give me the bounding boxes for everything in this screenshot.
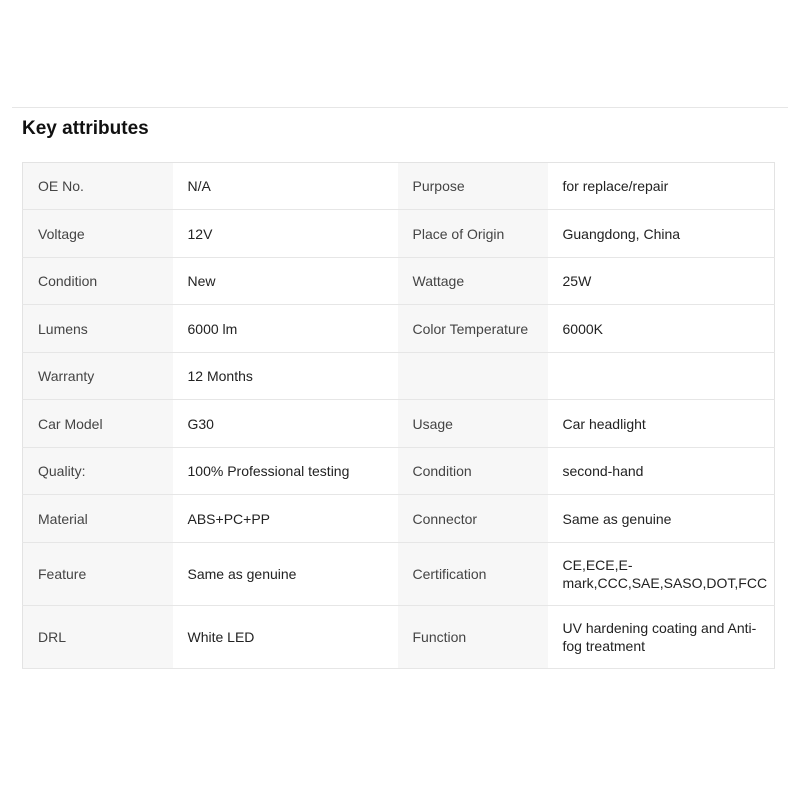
attribute-value: 100% Professional testing (173, 448, 398, 495)
attribute-name: Function (398, 606, 548, 669)
attribute-name: Condition (23, 258, 173, 305)
attribute-name: Certification (398, 543, 548, 606)
table-row (23, 448, 775, 495)
attribute-value: ABS+PC+PP (173, 495, 398, 543)
attribute-name: Wattage (398, 258, 548, 305)
attribute-value: New (173, 258, 398, 305)
table-row (23, 353, 775, 400)
attribute-value: 12 Months (173, 353, 398, 400)
table-row (23, 163, 775, 210)
attribute-name: Place of Origin (398, 210, 548, 258)
attribute-name: Usage (398, 400, 548, 448)
attribute-value: for replace/repair (548, 163, 775, 210)
table-row (23, 606, 775, 669)
attribute-value: 6000K (548, 305, 775, 353)
attribute-name: Feature (23, 543, 173, 606)
attribute-value: UV hardening coating and Anti-fog treatment (548, 606, 775, 669)
attribute-name: Color Temperature (398, 305, 548, 353)
attribute-name: Warranty (23, 353, 173, 400)
attribute-name: Car Model (23, 400, 173, 448)
attribute-name: Purpose (398, 163, 548, 210)
attribute-value: White LED (173, 606, 398, 669)
attribute-name: Voltage (23, 210, 173, 258)
section-divider (12, 107, 788, 108)
attribute-name: Condition (398, 448, 548, 495)
attribute-value: 25W (548, 258, 775, 305)
table-row (23, 305, 775, 353)
attribute-value: G30 (173, 400, 398, 448)
table-row (23, 210, 775, 258)
key-attributes-table (22, 162, 775, 669)
attribute-value (548, 353, 775, 400)
attribute-name: Quality: (23, 448, 173, 495)
attribute-name (398, 353, 548, 400)
table-row (23, 543, 775, 606)
attribute-name: Lumens (23, 305, 173, 353)
attribute-value: 12V (173, 210, 398, 258)
attribute-value: second-hand (548, 448, 775, 495)
table-row (23, 495, 775, 543)
table-row (23, 258, 775, 305)
table-row (23, 400, 775, 448)
attribute-value: Car headlight (548, 400, 775, 448)
attribute-value: Same as genuine (548, 495, 775, 543)
attribute-name: Connector (398, 495, 548, 543)
attribute-name: DRL (23, 606, 173, 669)
attribute-value: Guangdong, China (548, 210, 775, 258)
attribute-value: CE,ECE,E-mark,CCC,SAE,SASO,DOT,FCC (548, 543, 775, 606)
attribute-name: OE No. (23, 163, 173, 210)
attribute-value: Same as genuine (173, 543, 398, 606)
attribute-name: Material (23, 495, 173, 543)
attribute-value: 6000 lm (173, 305, 398, 353)
section-title: Key attributes (22, 118, 149, 139)
attribute-value: N/A (173, 163, 398, 210)
